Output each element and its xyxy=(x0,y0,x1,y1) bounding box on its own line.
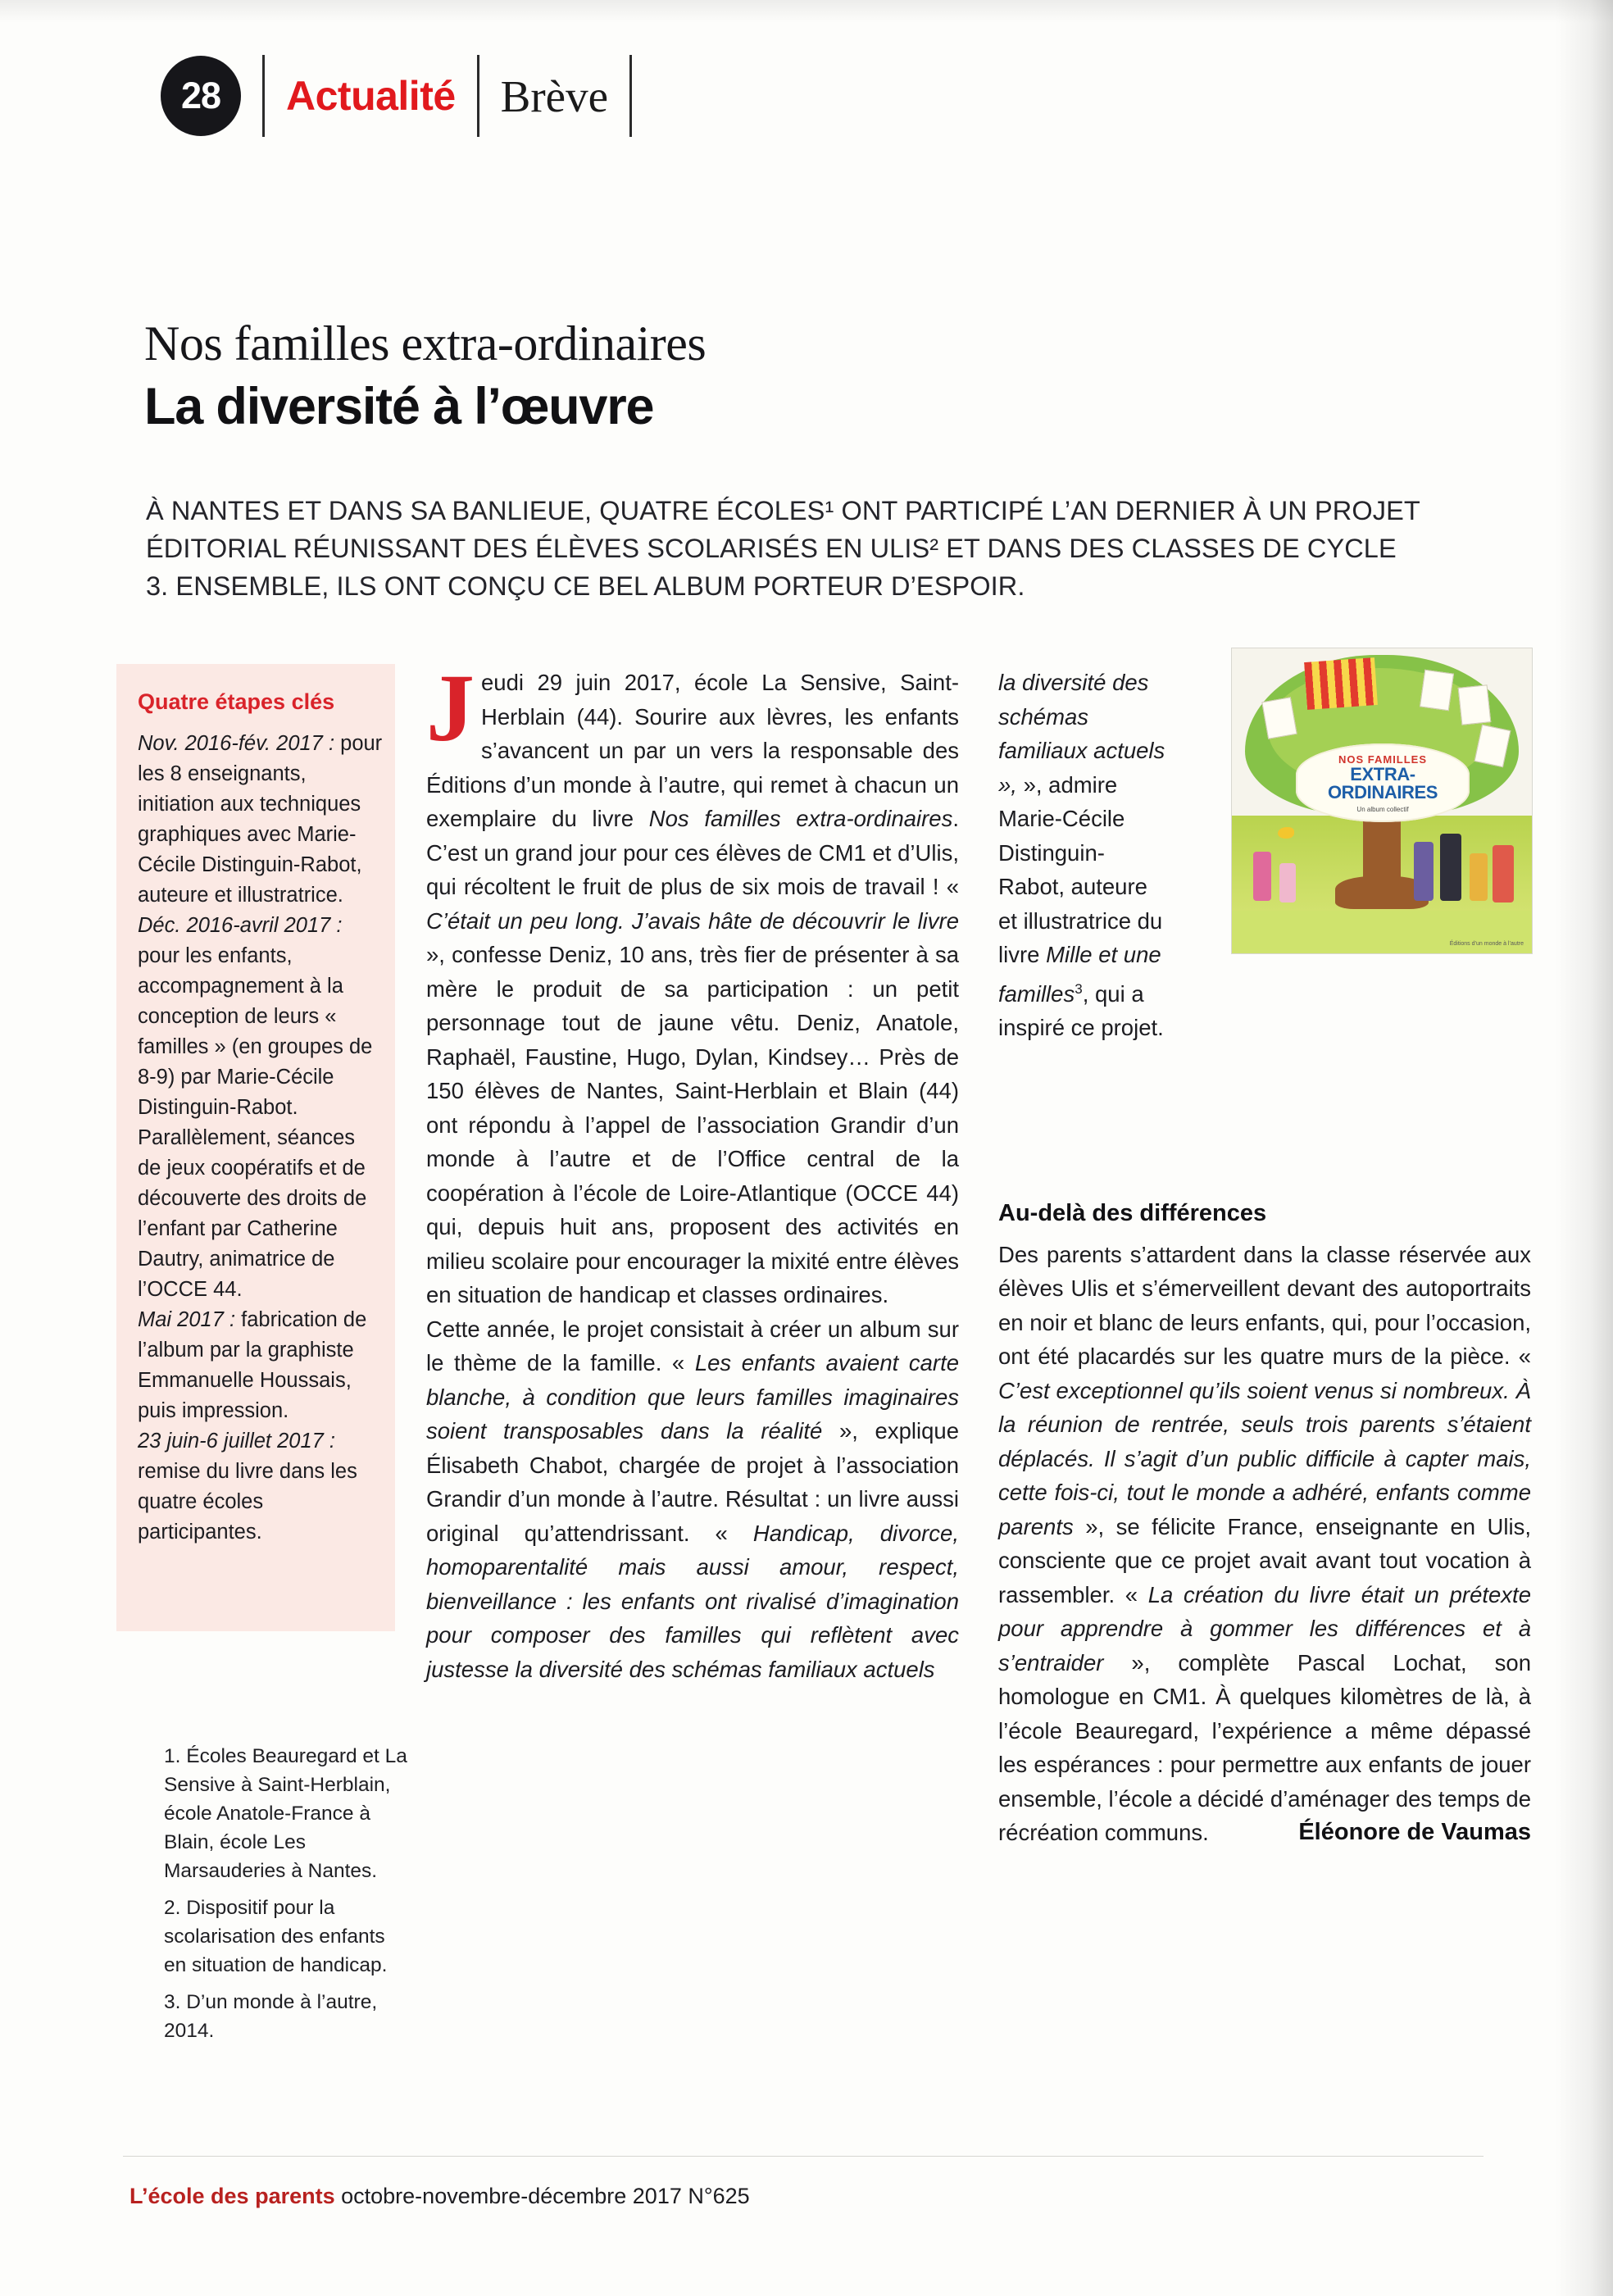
character-figure xyxy=(1279,863,1296,902)
issue-info: octobre-novembre-décembre 2017 N°625 xyxy=(341,2184,750,2208)
body-text: », confesse Deniz, 10 ans, très fier de présenter à sa mère le produit de sa participation : un petit personnage tout de jaune vêtu. Deniz, Anatole, Raphaël, Faustine, Hugo, Dylan, Kindsey… Près de 150 élèves de Nantes, Saint-Herblain et Blain (44) ont répondu à l’appel de l’association Grandir d’un monde à l’autre et de l’Office central de la coopération à l’école de Loire-Atlantique (OCCE 44) qui, depuis huit ans, proposent des activités en milieu scolaire pour encourager la mixité entre élèves en situation de handicap et classes ordinaires. xyxy=(426,942,959,1307)
body-italic: La création du livre était un prétexte pour apprendre à gommer les différences et à s’entraider xyxy=(998,1581,1531,1675)
footnote-item: 2. Dispositif pour la scolarisation des enfants en situation de handicap. xyxy=(164,1897,388,1976)
cover-title-line2: EXTRA-ORDINAIRES xyxy=(1327,763,1438,802)
bird-icon xyxy=(1278,827,1294,839)
body-text: », se félicite France, enseignante en Ulis, consciente que ce projet avait avant tout vocation à rassembler. « xyxy=(998,1513,1531,1607)
body-italic: Nos familles extra-ordinaires xyxy=(648,806,953,831)
body-italic: Les enfants avaient carte blanche, à condition que leurs familles imaginaires soient transposables dans la réalité xyxy=(426,1350,960,1444)
drop-cap: J xyxy=(426,654,475,762)
sidebar-step-period: 23 juin-6 juillet 2017 : xyxy=(138,1430,335,1453)
portrait-card-icon xyxy=(1458,684,1492,725)
sidebar-content xyxy=(138,687,384,1548)
body-text: . C’est un grand jour pour ces élèves de CM1 et d’Ulis, qui récoltent le fruit de plus de six mois de travail ! « xyxy=(426,806,959,899)
cover-publisher-credit: Éditions d’un monde à l’autre xyxy=(1449,941,1524,947)
sidebar-step-period: Déc. 2016-avril 2017 : xyxy=(138,914,343,937)
article-paragraph-continued xyxy=(998,666,1170,1045)
footnote-marker: 3 xyxy=(1075,980,1083,997)
sidebar-step-text: pour les 8 enseignants, initiation aux techniques graphiques avec Marie-Cécile Distinguin-Rabot, auteure et illustratrice. xyxy=(138,732,383,907)
header-divider-1 xyxy=(262,55,265,137)
grass-foreground xyxy=(1232,911,1532,953)
article-paragraph xyxy=(426,1312,959,1687)
character-figure xyxy=(1493,845,1514,902)
character-figure xyxy=(1414,842,1434,901)
body-italic: Mille et une familles xyxy=(998,942,1161,1007)
character-figure xyxy=(1440,834,1461,901)
cover-title-block xyxy=(1296,743,1470,822)
body-text: eudi 29 juin 2017, école La Sensive, Saint-Herblain (44). Sourire aux lèvres, les enfants s’avancent un par un vers la responsable des Éditions d’un monde à l’autre, qui remet à chacun un exemplaire du livre xyxy=(426,670,959,831)
magazine-name: L’école des parents xyxy=(129,2184,335,2208)
page-footer xyxy=(129,2184,750,2209)
sidebar-title: Quatre étapes clés xyxy=(138,689,335,714)
page-title: La diversité à l’œuvre xyxy=(144,378,654,435)
sidebar-step xyxy=(138,1426,384,1548)
portrait-card-icon xyxy=(1261,697,1297,739)
body-text: », explique Élisabeth Chabot, chargée de projet à l’association Grandir d’un monde à l’autre. Résultat : un livre aussi original qu’attendrissant. « xyxy=(426,1418,959,1546)
footnote-item: 1. Écoles Beauregard et La Sensive à Saint-Herblain, école Anatole-France à Blain, école Les Marsauderies à Nantes. xyxy=(164,1745,407,1882)
character-figure xyxy=(1470,853,1488,901)
article-standfirst: À NANTES ET DANS SA BANLIEUE, QUATRE ÉCOLES¹ ONT PARTICIPÉ L’AN DERNIER À UN PROJET ÉDITORIAL RÉUNISSANT DES ÉLÈVES SCOLARISÉS EN ULIS² ET DANS DES CLASSES DE CYCLE 3. ENSEMBLE, ILS ONT CONÇU CE BEL ALBUM PORTEUR D’ESPOIR. xyxy=(146,496,1420,601)
article-paragraph xyxy=(998,1238,1531,1850)
body-italic: la diversité des schémas familiaux actuels », xyxy=(998,670,1165,798)
subsection-label: Brève xyxy=(500,70,608,121)
page-number-badge: 28 xyxy=(161,56,241,136)
sidebar-step xyxy=(138,1305,384,1426)
sidebar-step-text: fabrication de l’album par la graphiste Emmanuelle Houssais, puis impression. xyxy=(138,1308,367,1422)
sidebar-step-text: remise du livre dans les quatre écoles participantes. xyxy=(138,1460,357,1544)
cover-title-line1: NOS FAMILLES xyxy=(1338,752,1428,766)
body-italic: C’est exceptionnel qu’ils soient venus si nombreux. À la réunion de rentrée, seuls trois parents s’étaient déplacés. Il s’agit d’un public difficile à capter mais, cette fois-ci, tout le monde a adhéré, enfants comme parents xyxy=(998,1377,1531,1539)
book-cover-image xyxy=(1231,648,1533,954)
body-text: », admire Marie-Cécile Distinguin-Rabot, auteure et illustratrice du livre xyxy=(998,771,1163,967)
body-text: , qui a inspiré ce projet. xyxy=(998,980,1164,1041)
character-figure xyxy=(1253,852,1271,901)
article-surtitle: Nos familles extra-ordinaires xyxy=(144,316,707,371)
section-subheading: Au-delà des différences xyxy=(998,1200,1267,1226)
footnote-item: 3. D’un monde à l’autre, 2014. xyxy=(164,1991,378,2042)
sidebar-step-period: Nov. 2016-fév. 2017 : xyxy=(138,732,335,755)
sidebar-step xyxy=(138,911,384,1305)
body-italic: Handicap, divorce, homoparentalité mais aussi amour, respect, bienveillance : les enfants ont rivalisé d’imagination pour composer des familles qui reflètent avec justesse la diversité des schémas familiaux actuels xyxy=(426,1520,959,1682)
article-column-middle xyxy=(426,654,960,1686)
footer-divider xyxy=(123,2156,1484,2157)
body-text: », complète Pascal Lochat, son homologue en CM1. À quelques kilomètres de là, à l’école Beauregard, l’expérience a même dépassé les espérances : pour permettre aux enfants de jouer ensemble, l’école a décidé d’aménager des temps de récréation communs. xyxy=(998,1649,1531,1845)
article-paragraph xyxy=(426,654,959,1312)
flag-icon xyxy=(1304,657,1378,710)
article-column-right-top xyxy=(998,666,1170,1045)
portrait-card-icon xyxy=(1420,670,1454,712)
sidebar-step xyxy=(138,729,384,911)
cover-subtitle: Un album collectif xyxy=(1356,805,1409,813)
article-byline: Éléonore de Vaumas xyxy=(1298,1819,1531,1845)
body-text: Cette année, le projet consistait à créer un album sur le thème de la famille. « xyxy=(426,1316,959,1375)
article-column-right xyxy=(998,1197,1531,1850)
header-divider-2 xyxy=(477,55,479,137)
header-divider-3 xyxy=(629,55,632,137)
page-header xyxy=(161,51,653,141)
sidebar-step-period: Mai 2017 : xyxy=(138,1308,236,1331)
section-label: Actualité xyxy=(286,73,456,119)
body-text: Des parents s’attardent dans la classe réservée aux élèves Ulis et s’émerveillent devant des autoportraits en noir et blanc de leurs enfants, qui, pour l’occasion, ont été placardés sur les quatre murs de la pièce. « xyxy=(998,1241,1531,1369)
sidebar-step-text: pour les enfants, accompagnement à la conception de leurs « familles » (en groupes de 8-9) par Marie-Cécile Distinguin-Rabot. Parallèlement, séances de jeux coopératifs et de découverte des droits de l’enfant par Catherine Dautry, animatrice de l’OCCE 44. xyxy=(138,944,373,1301)
body-italic: C’était un peu long. J’avais hâte de découvrir le livre xyxy=(426,907,959,934)
footnotes-list xyxy=(164,1742,410,2053)
